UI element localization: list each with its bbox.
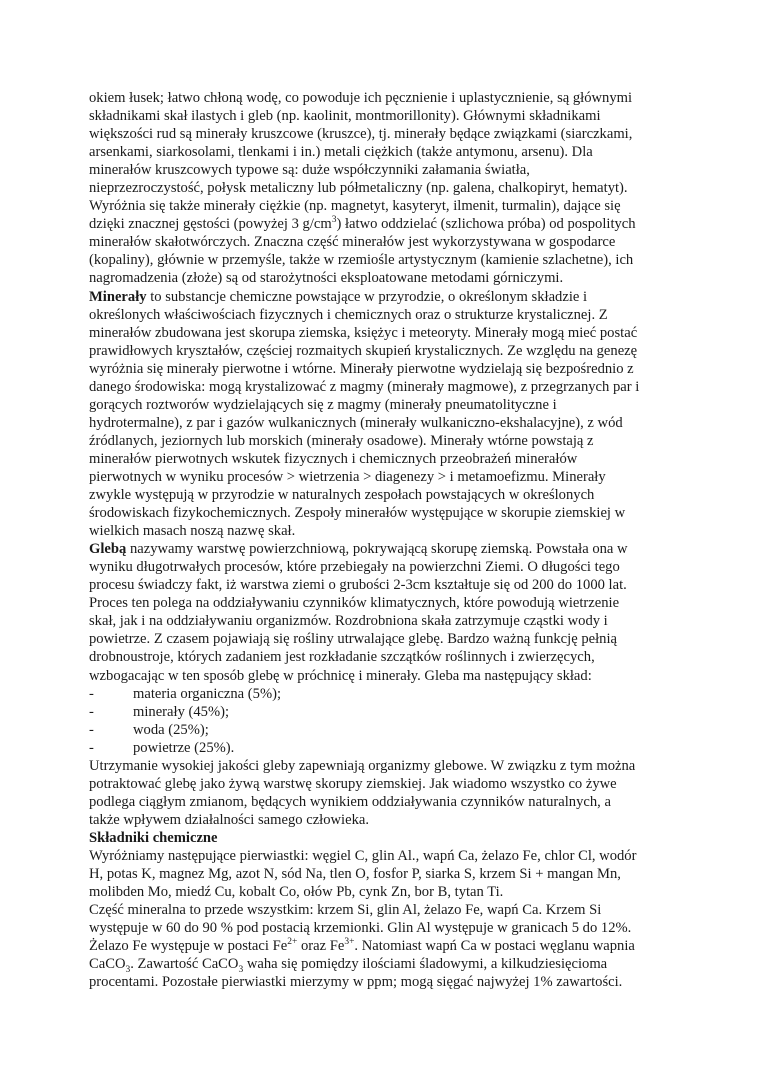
text-line: środowiskach fizykochemicznych. Zespoły minerałów występujące w skorupie ziemskiej w bbox=[89, 505, 626, 522]
text-line: wyróżnia się minerały pierwotne i wtórne. Minerały pierwotne wydzielają się bezpośrednio z bbox=[89, 360, 634, 377]
list-item-text: materia organiczna (5%); bbox=[133, 685, 282, 702]
formula-subscript: 3 bbox=[125, 965, 131, 976]
text-line: zwykle występują w przyrodzie w naturalnych zespołach powstających w określonych bbox=[89, 487, 595, 504]
paragraph-mineraly bbox=[89, 288, 679, 541]
gleba-definition: nazywamy warstwę powierzchniową, pokrywającą skorupę ziemską. Powstała ona w bbox=[126, 541, 628, 558]
list-bullet: - bbox=[89, 721, 94, 738]
text-line: wyniku długotrwałych procesów, które przebiegały na powierzchni Ziemi. O długości tego bbox=[89, 559, 620, 576]
text-line: wzbogacając w ten sposób glebę w próchnicę i minerały. Gleba ma następujący skład: bbox=[89, 667, 592, 684]
term-mineraly: Minerały bbox=[89, 288, 147, 305]
text-line: drobnoustroje, których zadaniem jest rozkładanie szczątków roślinnych i zwierzęcych, bbox=[89, 649, 595, 666]
text-line: nieprzezroczystość, połysk metaliczny lub półmetaliczny (np. galena, chalkopiryt, hematyt). bbox=[89, 180, 628, 197]
text-line bbox=[89, 215, 679, 233]
text-line: źródlanych, jeziornych lub morskich (minerały osadowe). Minerały wtórne powstają z bbox=[89, 432, 594, 449]
caco3-text: . Zawartość CaCO bbox=[130, 956, 239, 973]
density-superscript: 3 bbox=[331, 215, 337, 226]
formula-subscript: 3 bbox=[238, 965, 244, 976]
text-line: procentami. Pozostałe pierwiastki mierzymy w ppm; mogą sięgać najwyżej 1% zawartości. bbox=[89, 974, 623, 991]
iron-charge-superscript: 2+ bbox=[287, 937, 298, 948]
text-line bbox=[89, 540, 679, 558]
text-line: molibden Mo, miedź Cu, kobalt Co, ołów Pb, cynk Zn, bor B, tytan Ti. bbox=[89, 884, 504, 901]
list-item bbox=[89, 721, 679, 739]
text-line: Proces ten polega na oddziaływaniu czynników klimatycznych, które powodują wietrzenie bbox=[89, 595, 620, 612]
text-line: minerałów pierwotnych wskutek fizycznych i chemicznych przeobrażeń minerałów bbox=[89, 450, 578, 467]
text-line: powietrze. Z czasem pojawiają się rośliny utrwalające glebę. Bardzo ważną funkcję pełnią bbox=[89, 631, 617, 648]
text-line bbox=[89, 955, 679, 976]
text-line: okiem łusek; łatwo chłoną wodę, co powoduje ich pęcznienie i uplastycznienie, są głównymi bbox=[89, 90, 633, 106]
text-line: podlega ciągłym zmianom, będących wynikiem oddziaływania czynników naturalnych, a bbox=[89, 793, 611, 810]
list-item bbox=[89, 703, 679, 721]
text-line: wielkich masach noszą nazwę skał. bbox=[89, 523, 296, 540]
text-line: gorących roztworów wydzielających się z magmy (minerały pneumatolityczne i bbox=[89, 396, 557, 413]
list-bullet: - bbox=[89, 685, 94, 702]
paragraph-mineral-intro bbox=[89, 89, 679, 288]
iron-text: oraz Fe bbox=[297, 938, 345, 955]
text-line: większości rud są minerały kruszcowe (kruszce), tj. minerały będące związkami (siarczkami, bbox=[89, 126, 633, 143]
text-line: także wpływem działalności samego człowieka. bbox=[89, 811, 370, 828]
list-bullet: - bbox=[89, 739, 94, 756]
list-bullet: - bbox=[89, 703, 94, 720]
density-text-after: ) łatwo oddzielać (szlichowa próba) od pospolitych bbox=[336, 216, 636, 233]
text-line: potraktować glebę jako żywą warstwę skorupy ziemskiej. Jak wiadomo wszystko co żywe bbox=[89, 775, 617, 792]
text-line: hydrotermalne), z par i gazów wulkanicznych (minerały wulkaniczno-ekshalacyjne), z wód bbox=[89, 414, 623, 431]
caco3-text: CaCO bbox=[89, 956, 126, 973]
text-line: nagromadzenia (złoże) są od starożytności eksploatowane metodami górniczymi. bbox=[89, 270, 564, 287]
paragraph-gleba bbox=[89, 540, 679, 684]
text-line: prawidłowych kryształów, częściej rozmaitych skupień krystalicznych. Ze względu na genezę bbox=[89, 342, 638, 359]
text-line: określonych właściwościach fizycznych i chemicznych oraz o strukturze krystalicznej. Z bbox=[89, 306, 608, 323]
document-page bbox=[89, 89, 679, 991]
text-line: składnikami skał ilastych i gleb (np. kaolinit, montmorillonity). Głównymi składnikami bbox=[89, 108, 601, 125]
text-line: Wyróżnia się także minerały ciężkie (np. magnetyt, kasyteryt, ilmenit, turmalin), dające się bbox=[89, 198, 621, 215]
text-line: Utrzymanie wysokiej jakości gleby zapewniają organizmy glebowe. W związku z tym można bbox=[89, 757, 636, 774]
iron-text: Żelazo Fe występuje w postaci Fe bbox=[89, 938, 288, 955]
text-line: H, potas K, magnez Mg, azot N, sód Na, tlen O, fosfor P, siarka S, krzem Si + mangan Mn, bbox=[89, 866, 621, 883]
list-item bbox=[89, 685, 679, 703]
text-line: minerałów zbudowana jest skorupa ziemska, księżyc i meteoryty. Minerały mogą mieć postać bbox=[89, 324, 638, 341]
iron-charge-superscript: 3+ bbox=[344, 937, 355, 948]
text-line: arsenkami, siarkosolami, tlenkami i in.) metali ciężkich (także antymonu, arsenu). Dla bbox=[89, 144, 593, 161]
section-heading: Składniki chemiczne bbox=[89, 829, 218, 846]
text-line: minerałów skałotwórczych. Znaczna część minerałów jest wykorzystywana w gospodarce bbox=[89, 234, 616, 251]
term-gleba: Glebą bbox=[89, 541, 127, 558]
caco3-text: waha się pomiędzy ilościami śladowymi, a kilkudziesięcioma bbox=[243, 956, 608, 973]
text-line: występuje w 60 do 90 % pod postacią krzemionki. Glin Al występuje w granicach 5 do 12%. bbox=[89, 920, 632, 937]
list-item-text: woda (25%); bbox=[133, 721, 209, 738]
text-line: pierwotnych w wyniku procesów > wietrzenia > diagenezy > i metamoefizmu. Minerały bbox=[89, 468, 606, 485]
density-text-before: dzięki znacznej gęstości (powyżej 3 g/cm bbox=[89, 216, 332, 233]
text-line: Część mineralna to przede wszystkim: krzem Si, glin Al, żelazo Fe, wapń Ca. Krzem Si bbox=[89, 902, 602, 919]
text-line: procesu świadczy fakt, iż warstwa ziemi o grubości 2-3cm kształtuje się od 200 do 1000 lat. bbox=[89, 577, 627, 594]
text-line: skał, jak i na oddziaływaniu organizmów. Rozdrobniona skała zatrzymuje cząstki wody i bbox=[89, 613, 608, 630]
mineraly-definition: to substancje chemiczne powstające w przyrodzie, o określonym składzie i bbox=[146, 288, 588, 305]
text-line bbox=[89, 937, 679, 955]
text-line bbox=[89, 288, 679, 306]
soil-composition-list bbox=[89, 685, 679, 757]
list-item bbox=[89, 739, 679, 757]
paragraph-chemical-elements bbox=[89, 847, 679, 991]
list-item-text: minerały (45%); bbox=[133, 703, 230, 720]
paragraph-soil-quality bbox=[89, 757, 679, 829]
text-line: danego środowiska: mogą krystalizować z magmy (minerały magmowe), z przegrzanych par i bbox=[89, 378, 640, 395]
text-line: (kopaliny), głównie w przemyśle, także w rzemiośle artystycznym (kamienie szlachetne), ich bbox=[89, 252, 634, 269]
list-item-text: powietrze (25%). bbox=[133, 739, 235, 756]
iron-text: . Natomiast wapń Ca w postaci węglanu wapnia bbox=[354, 938, 635, 955]
text-line: Wyróżniamy następujące pierwiastki: węgiel C, glin Al., wapń Ca, żelazo Fe, chlor Cl, wodór bbox=[89, 847, 637, 864]
text-line: minerałów kruszcowych typowe są: duże współczynniki załamania światła, bbox=[89, 162, 530, 179]
